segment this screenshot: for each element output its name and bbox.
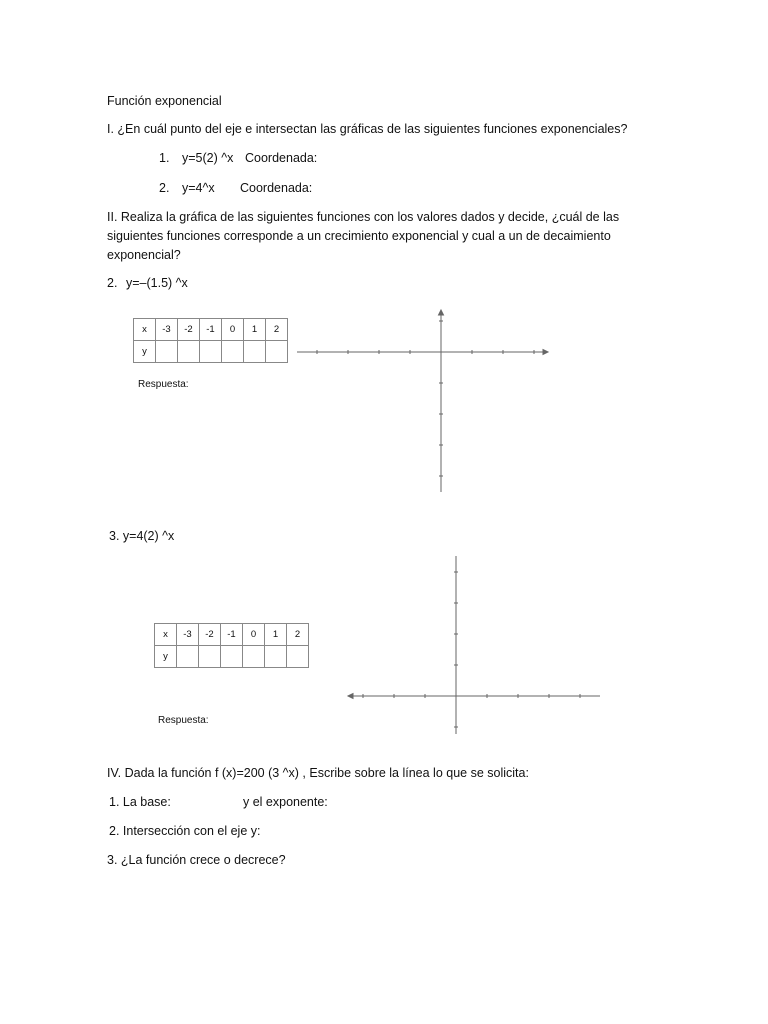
section-4-question: IV. Dada la función f (x)=200 (3 ^x) , Escribe sobre la línea lo que se solicita:	[107, 766, 529, 780]
problem-2-function: y=–(1.5) ^x	[126, 276, 188, 290]
table-cell-x: 2	[287, 624, 309, 646]
table-cell-x: -2	[199, 624, 221, 646]
table-cell-x: -3	[156, 319, 178, 341]
section-4-item-1-exponent: y el exponente:	[243, 795, 328, 809]
table-row	[155, 624, 309, 646]
section-4-item-2: 2. Intersección con el eje y:	[109, 824, 261, 838]
table-cell-y-input[interactable]	[265, 646, 287, 668]
section-2-question: II. Realiza la gráfica de las siguientes funciones con los valores dados y decide, ¿cuál de las siguientes funciones corresponde a un crecimiento exponencial y cual a un de decaimiento exponencial?	[107, 210, 620, 262]
problem-2-number: 2.	[107, 276, 118, 290]
table-cell-x: -2	[178, 319, 200, 341]
problem-3-answer-label: Respuesta:	[158, 715, 209, 726]
table-cell-x: -1	[200, 319, 222, 341]
table-cell-x: 0	[243, 624, 265, 646]
problem-2-answer-label: Respuesta:	[138, 379, 189, 390]
table-cell-y-header: y	[155, 646, 177, 668]
table-cell-y-input[interactable]	[244, 341, 266, 363]
section-1-item-2-number: 2.	[159, 181, 170, 195]
table-cell-x: 0	[222, 319, 244, 341]
problem-3-value-table	[154, 623, 309, 668]
problem-2-value-table	[133, 318, 288, 363]
table-cell-y-input[interactable]	[266, 341, 288, 363]
section-1-item-1-coordinate-label: Coordenada:	[245, 151, 318, 165]
section-1-question: I. ¿En cuál punto del eje e intersectan las gráficas de las siguientes funciones exponenciales?	[107, 122, 628, 136]
section-4-item-3: 3. ¿La función crece o decrece?	[107, 853, 286, 867]
section-1-item-1-function: y=5(2) ^x	[182, 151, 234, 165]
table-row	[134, 319, 288, 341]
table-cell-y-input[interactable]	[177, 646, 199, 668]
table-cell-x: 1	[265, 624, 287, 646]
x-axis-arrow	[543, 350, 548, 355]
problem-3-function: 3. y=4(2) ^x	[109, 529, 175, 543]
section-1-item-1-number: 1.	[159, 151, 170, 165]
table-cell-y-header: y	[134, 341, 156, 363]
table-cell-y-input[interactable]	[199, 646, 221, 668]
table-cell-y-input[interactable]	[156, 341, 178, 363]
y-axis-arrow	[439, 310, 444, 315]
table-cell-y-input[interactable]	[243, 646, 265, 668]
section-1-item-2-coordinate-label: Coordenada:	[240, 181, 313, 195]
section-4-item-1: 1. La base:	[109, 795, 171, 809]
table-cell-x: 2	[266, 319, 288, 341]
table-cell-x: -1	[221, 624, 243, 646]
table-cell-x-header: x	[134, 319, 156, 341]
table-cell-y-input[interactable]	[221, 646, 243, 668]
table-row	[155, 646, 309, 668]
table-cell-y-input[interactable]	[200, 341, 222, 363]
table-cell-x-header: x	[155, 624, 177, 646]
table-cell-y-input[interactable]	[287, 646, 309, 668]
x-axis-arrow	[348, 694, 353, 699]
table-cell-y-input[interactable]	[178, 341, 200, 363]
table-row	[134, 341, 288, 363]
table-cell-x: -3	[177, 624, 199, 646]
table-cell-x: 1	[244, 319, 266, 341]
section-1-item-2-function: y=4^x	[182, 181, 215, 195]
table-cell-y-input[interactable]	[222, 341, 244, 363]
page-title: Función exponencial	[107, 94, 222, 108]
